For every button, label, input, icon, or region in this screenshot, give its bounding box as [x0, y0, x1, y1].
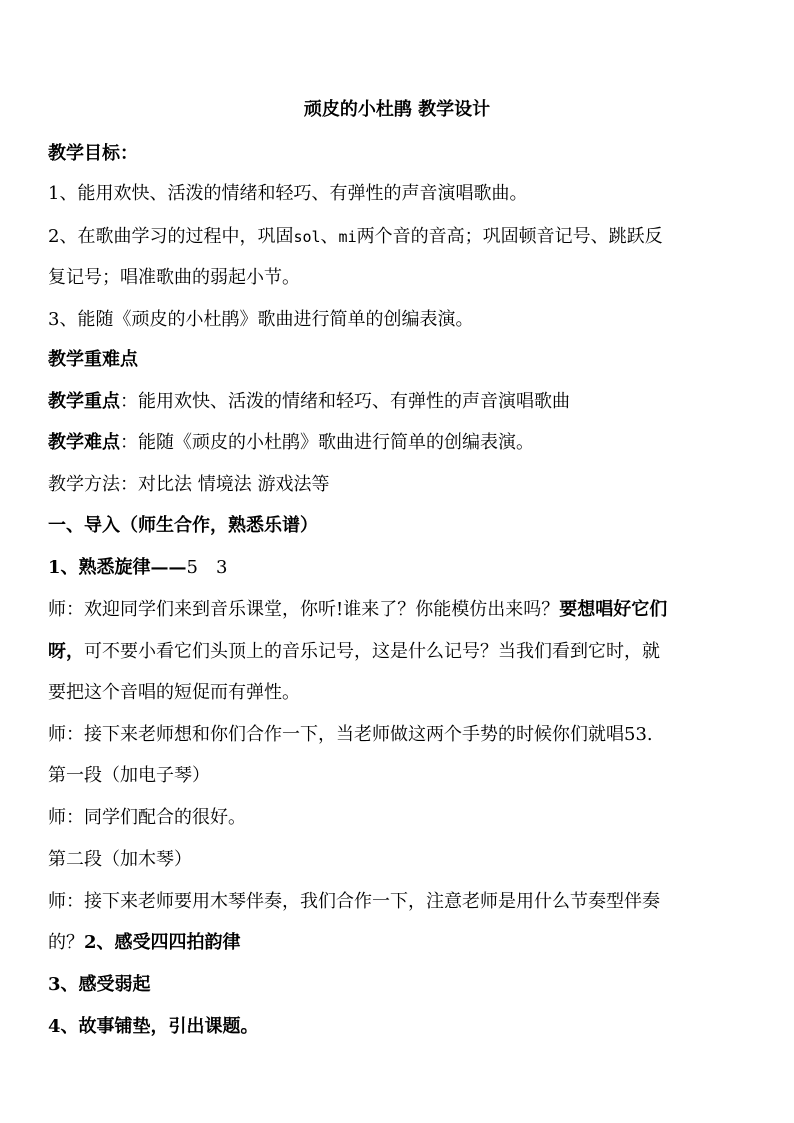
objective-item-2-text-b: 两个音的音高；巩固顿音记号、跳跃反 — [356, 226, 663, 247]
paragraph-3: 师：同学们配合的很好。 — [48, 807, 246, 828]
note-mi: mi — [338, 228, 357, 246]
note-sol: sol — [293, 228, 321, 246]
paragraph-2-number: 53. — [624, 724, 653, 745]
subsection-4: 4、故事铺垫，引出课题。 — [48, 1016, 259, 1037]
subsection-2: 2、感受四四拍韵律 — [84, 932, 241, 953]
paragraph-1-bold: 要想唱好它们 — [559, 599, 668, 620]
objectives-heading: 教学目标： — [48, 143, 138, 164]
segment-2: 第二段（加木琴） — [48, 849, 192, 870]
paragraph-1-line-3: 要把这个音唱的短促而有弹性。 — [48, 682, 300, 703]
objective-item-2-sep: 、 — [320, 226, 339, 247]
objective-item-3: 3、能随《顽皮的小杜鹃》歌曲进行简单的创编表演。 — [48, 309, 474, 330]
teaching-methods: 教学方法：对比法 情境法 游戏法等 — [48, 474, 330, 495]
paragraph-1-line-2 — [48, 640, 748, 664]
paragraph-4-line-1: 师：接下来老师要用木琴伴奏，我们合作一下，注意老师是用什么节奏型伴奏 — [48, 891, 660, 912]
teaching-focus-label: 教学重点 — [48, 391, 120, 412]
key-points-heading: 教学重难点 — [48, 349, 138, 370]
subsection-1 — [48, 556, 748, 580]
paragraph-4-text-b: 的？ — [48, 932, 84, 953]
paragraph-1-text-b: 可不要小看它们头顶上的音乐记号，这是什么记号？当我们看到它时，就 — [84, 641, 660, 662]
objective-item-2-text-a: 2、在歌曲学习的过程中，巩固 — [48, 226, 294, 247]
objective-item-2-cont: 复记号；唱准歌曲的弱起小节。 — [48, 267, 300, 288]
paragraph-2-text: 师：接下来老师想和你们合作一下，当老师做这两个手势的时候你们就唱 — [48, 724, 624, 745]
paragraph-4-line-2 — [48, 931, 748, 955]
subsection-1-notes: 5 3 — [186, 557, 228, 578]
teaching-focus-text: ：能用欢快、活泼的情绪和轻巧、有弹性的声音演唱歌曲 — [120, 391, 570, 412]
paragraph-2 — [48, 723, 748, 747]
objective-item-2 — [48, 225, 748, 249]
paragraph-1-text-a: 师：欢迎同学们来到音乐课堂，你听!谁来了？你能模仿出来吗？ — [48, 599, 560, 620]
page-title: 顽皮的小杜鹃 教学设计 — [303, 99, 491, 120]
teaching-difficulty-label: 教学难点 — [48, 432, 120, 453]
teaching-difficulty-text: ：能随《顽皮的小杜鹃》歌曲进行简单的创编表演。 — [120, 432, 534, 453]
objective-item-1: 1、能用欢快、活泼的情绪和轻巧、有弹性的声音演唱歌曲。 — [48, 183, 528, 204]
paragraph-1-bold-2: 呀， — [48, 641, 84, 662]
teaching-difficulty — [48, 431, 748, 455]
segment-1: 第一段（加电子琴） — [48, 765, 210, 786]
section-1-heading: 一、导入（师生合作，熟悉乐谱） — [48, 515, 318, 536]
paragraph-1-line-1 — [48, 598, 748, 622]
teaching-focus — [48, 390, 748, 414]
subsection-3: 3、感受弱起 — [48, 974, 151, 995]
subsection-1-label: 1、熟悉旋律—— — [48, 557, 187, 578]
